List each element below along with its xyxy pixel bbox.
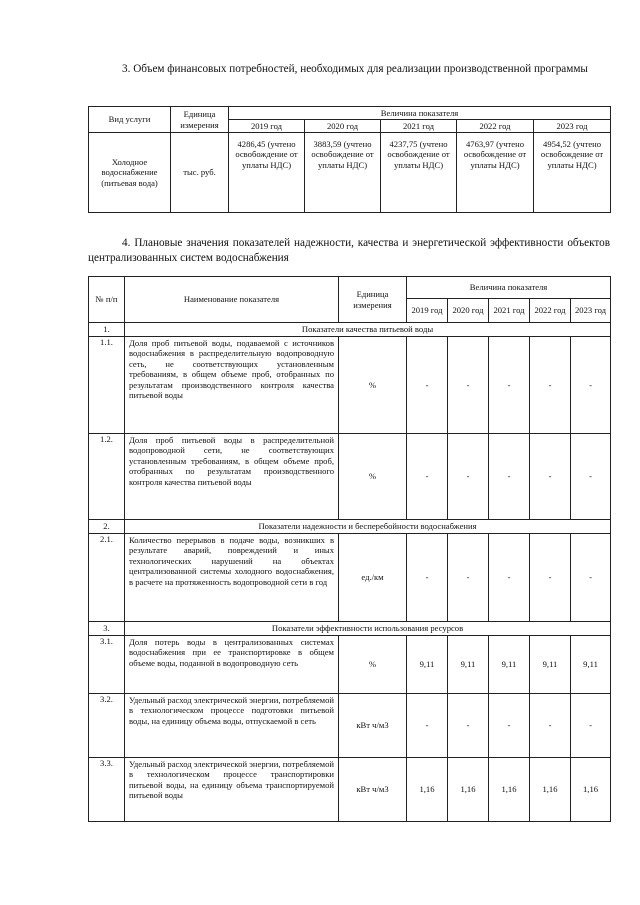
indicator-unit: кВт ч/м3 xyxy=(339,758,407,822)
row-num: 3.2. xyxy=(89,694,125,758)
group-num: 2. xyxy=(89,520,125,534)
unit-header: Единица измерения xyxy=(171,107,229,133)
group-num: 1. xyxy=(89,323,125,337)
year-header: 2019 год xyxy=(229,120,305,133)
indicator-value: - xyxy=(407,534,448,622)
year-header: 2022 год xyxy=(530,299,571,323)
year-header: 2020 год xyxy=(448,299,489,323)
indicator-name: Доля проб питьевой воды, подаваемой с источников водоснабжения в распределительную водопроводную сеть, не соответствующих установленным требованиям, в общем объеме проб, отобранных по результатам производственного контроля качества питьевой воды xyxy=(125,337,339,434)
indicator-value: - xyxy=(571,694,611,758)
name-header: Наименование показателя xyxy=(125,277,339,323)
group-num: 3. xyxy=(89,622,125,636)
indicator-value: 1,16 xyxy=(448,758,489,822)
value-cell: 4237,75 (учтено освобождение от уплаты НДС) xyxy=(381,133,457,213)
indicator-value: - xyxy=(530,434,571,520)
indicator-value: - xyxy=(530,694,571,758)
year-header: 2020 год xyxy=(305,120,381,133)
row-num: 2.1. xyxy=(89,534,125,622)
num-header: № п/п xyxy=(89,277,125,323)
indicator-value: 9,11 xyxy=(407,636,448,694)
indicator-value: - xyxy=(448,434,489,520)
indicator-value: - xyxy=(448,534,489,622)
indicator-name: Количество перерывов в подаче воды, возникших в результате аварий, повреждений и иных технологических нарушений на объектах централизованной системы холодного водоснабжения, в расчете на протяженность водопроводной сети в год xyxy=(125,534,339,622)
row-num: 1.2. xyxy=(89,434,125,520)
value-cell: 4763,97 (учтено освобождение от уплаты НДС) xyxy=(457,133,534,213)
year-header: 2023 год xyxy=(534,120,611,133)
service-cell: Холодное водоснабжение (питьевая вода) xyxy=(89,133,171,213)
indicator-value: 9,11 xyxy=(571,636,611,694)
indicator-unit: ед./км xyxy=(339,534,407,622)
indicator-unit: % xyxy=(339,636,407,694)
service-header: Вид услуги xyxy=(89,107,171,133)
indicator-value: - xyxy=(489,434,530,520)
indicator-value: - xyxy=(407,434,448,520)
indicator-value: - xyxy=(489,534,530,622)
indicator-value: 9,11 xyxy=(489,636,530,694)
indicator-value: - xyxy=(571,434,611,520)
indicator-unit: кВт ч/м3 xyxy=(339,694,407,758)
row-num: 3.3. xyxy=(89,758,125,822)
section4-heading: 4. Плановые значения показателей надежности, качества и энергетической эффективности объектов централизованных систем водоснабжения xyxy=(88,237,610,264)
value-header: Величина показателя xyxy=(407,277,611,299)
indicator-unit: % xyxy=(339,434,407,520)
indicator-value: 1,16 xyxy=(571,758,611,822)
indicator-value: - xyxy=(448,694,489,758)
row-num: 3.1. xyxy=(89,636,125,694)
unit-cell: тыс. руб. xyxy=(171,133,229,213)
indicator-value: 1,16 xyxy=(407,758,448,822)
indicator-value: - xyxy=(530,337,571,434)
value-header: Величина показателя xyxy=(229,107,611,120)
indicator-value: 9,11 xyxy=(530,636,571,694)
indicator-value: 1,16 xyxy=(489,758,530,822)
row-num: 1.1. xyxy=(89,337,125,434)
indicators-table xyxy=(88,276,611,822)
year-header: 2022 год xyxy=(457,120,534,133)
indicator-value: - xyxy=(407,337,448,434)
indicator-value: 9,11 xyxy=(448,636,489,694)
indicator-name: Удельный расход электрической энергии, потребляемой в технологическом процессе подготовки питьевой воды, на единицу объема воды, отпускаемой в сеть xyxy=(125,694,339,758)
indicator-value: - xyxy=(448,337,489,434)
group-title: Показатели эффективности использования ресурсов xyxy=(125,622,611,636)
indicator-unit: % xyxy=(339,337,407,434)
unit-header: Единица измерения xyxy=(339,277,407,323)
group-title: Показатели надежности и бесперебойности водоснабжения xyxy=(125,520,611,534)
year-header: 2019 год xyxy=(407,299,448,323)
indicator-name: Доля потерь воды в централизованных системах водоснабжения при ее транспортировке в общем объеме воды, поданной в водопроводную сеть xyxy=(125,636,339,694)
group-title: Показатели качества питьевой воды xyxy=(125,323,611,337)
indicator-value: - xyxy=(571,337,611,434)
year-header: 2021 год xyxy=(489,299,530,323)
financial-needs-table xyxy=(88,106,611,213)
year-header: 2023 год xyxy=(571,299,611,323)
value-cell: 4286,45 (учтено освобождение от уплаты НДС) xyxy=(229,133,305,213)
indicator-name: Удельный расход электрической энергии, потребляемой в технологическом процессе транспортировки питьевой воды, на единицу объема транспортируемой питьевой воды xyxy=(125,758,339,822)
value-cell: 4954,52 (учтено освобождение от уплаты НДС) xyxy=(534,133,611,213)
indicator-value: - xyxy=(407,694,448,758)
section3-heading: 3. Объем финансовых потребностей, необходимых для реализации производственной программы xyxy=(122,63,588,75)
indicator-name: Доля проб питьевой воды в распределительной водопроводной сети, не соответствующих установленным требованиям, в общем объеме проб, отобранных по результатам производственного контроля качества питьевой воды xyxy=(125,434,339,520)
indicator-value: 1,16 xyxy=(530,758,571,822)
value-cell: 3883,59 (учтено освобождение от уплаты НДС) xyxy=(305,133,381,213)
indicator-value: - xyxy=(571,534,611,622)
indicator-value: - xyxy=(530,534,571,622)
indicator-value: - xyxy=(489,337,530,434)
indicator-value: - xyxy=(489,694,530,758)
year-header: 2021 год xyxy=(381,120,457,133)
